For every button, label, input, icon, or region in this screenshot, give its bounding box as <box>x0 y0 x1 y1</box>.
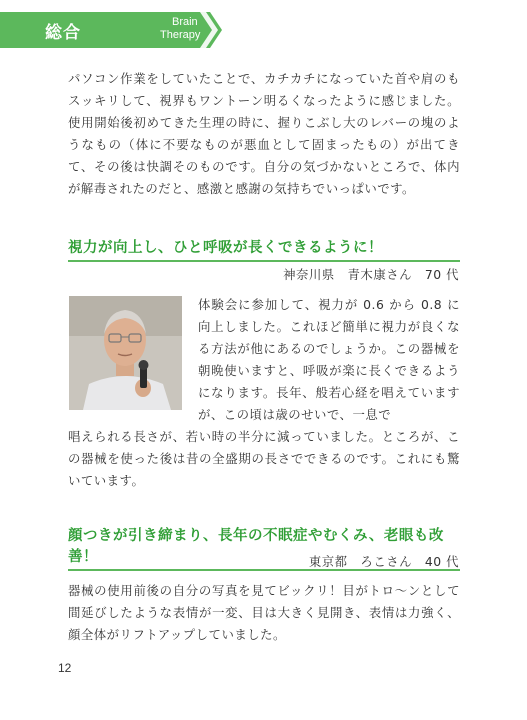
header-ribbon <box>0 12 222 48</box>
section-1-byline: 神奈川県 青木康さん 70 代 <box>283 267 459 282</box>
man-with-microphone-photo <box>69 296 182 410</box>
section-1-title: 視力が向上し、ひと呼吸が長くできるように！ <box>68 236 460 262</box>
brand-label <box>160 16 200 42</box>
brand-line-2: Therapy <box>160 29 201 41</box>
section-2-byline: 東京都 ろこさん 40 代 <box>308 554 459 569</box>
section-1-body-continued: 唱えられる長さが、若い時の半分に減っていました。ところが、この器械を使った後は昔の全盛期の長さでできるのです。これにも驚いています。 <box>68 429 460 488</box>
testimonial-photo <box>69 296 182 410</box>
section-1-body-beside-photo: 体験会に参加して、視力が 0.6 から 0.8 に向上しました。これほど簡単に視力が良くなる方法が他にあるのでしょうか。この器械を朝晩使いますと、呼吸が楽に長くできるようになります。長年、般若心経を唱えていますが、この頃は歳のせいで、一息で <box>198 297 460 422</box>
section-2-body: 器械の使用前後の自分の写真を見てビックリ！目がトロ〜ンとして間延びしたような表情が一変、目は大きく見開き、表情は力強く、顔全体がリフトアップしていました。 <box>68 583 460 642</box>
brand-line-1: Brain <box>172 16 198 28</box>
section-category-title: 総合 <box>45 23 81 43</box>
intro-paragraph: パソコン作業をしていたことで、カチカチになっていた首や肩のもスッキリして、視界もワントーン明るくなったように感じました。使用開始後初めてきた生理の時に、握りこぶし大のレバーの塊のようなもの（体に不要なものが悪血として固まったもの）が出てきて、その後は快調そのものです。自分の気づかないところで、体内が解毒されたのだと、感激と感謝の気持ちでいっぱいです。 <box>68 71 460 196</box>
section-2-title: 顔つきが引き締まり、長年の不眠症やむくみ、老眼も改善！ <box>68 524 460 571</box>
page-number: 12 <box>58 661 72 675</box>
